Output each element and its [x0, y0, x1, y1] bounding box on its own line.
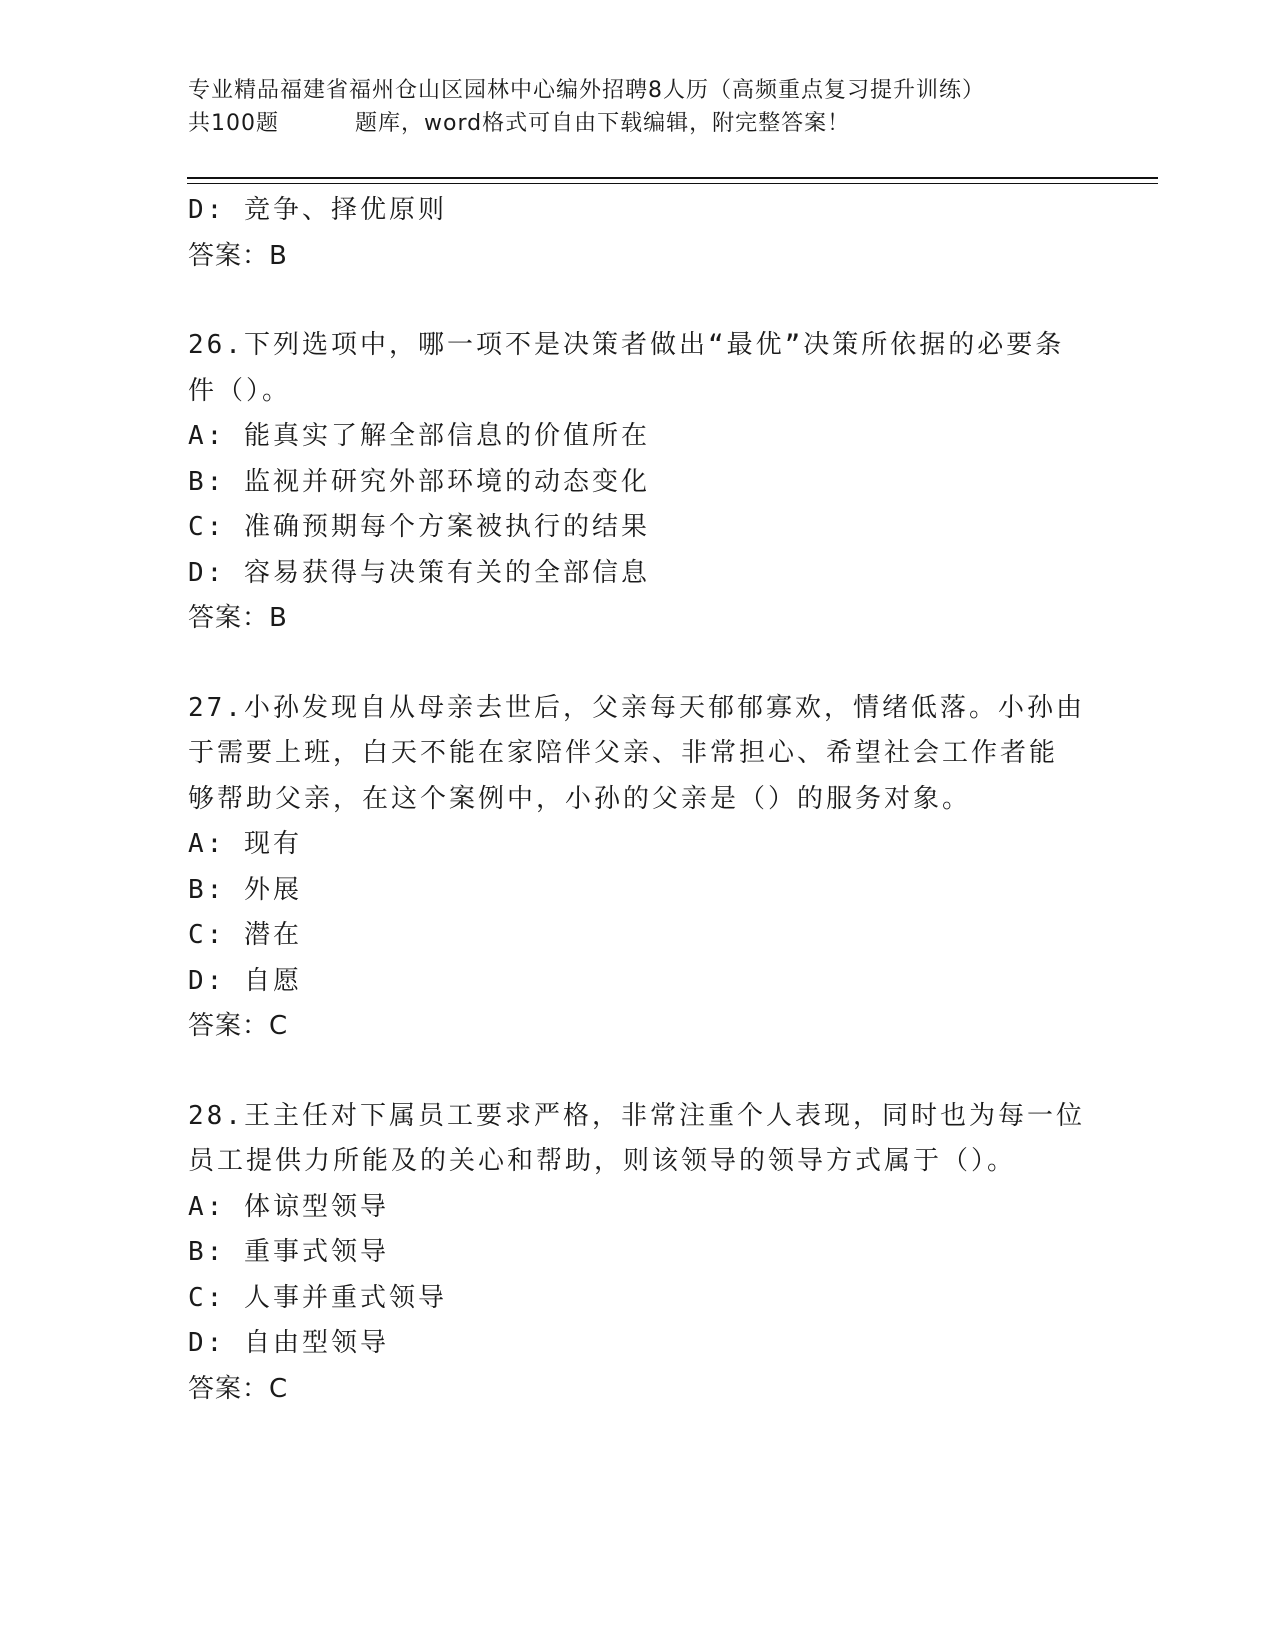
- question-text-line: 员工提供力所能及的关心和帮助，则该领导的领导方式属于（）。: [188, 1146, 1017, 1176]
- question-text-line: 够帮助父亲，在这个案例中，小孙的父亲是（）的服务对象。: [188, 783, 972, 814]
- option-c: C: 人事并重式领导: [188, 1282, 447, 1313]
- option-a: A: 体谅型领导: [188, 1191, 389, 1222]
- question-text-line: 27.小孙发现自从母亲去世后，父亲每天郁郁寡欢，情绪低落。小孙由: [188, 692, 1085, 723]
- option-c: C: 潜在: [188, 920, 302, 950]
- option-d: D: 容易获得与决策有关的全部信息: [188, 557, 650, 588]
- question-text-line: 26.下列选项中，哪一项不是决策者做出“最优”决策所依据的必要条: [188, 330, 1065, 360]
- option-b: B: 重事式领导: [188, 1237, 389, 1267]
- header-rule-thin: [187, 183, 1158, 184]
- question-text-line: 于需要上班，白天不能在家陪伴父亲、非常担心、希望社会工作者能: [188, 738, 1059, 768]
- option-a: A: 现有: [188, 829, 302, 859]
- option-b: B: 外展: [188, 874, 302, 905]
- option-c: C: 准确预期每个方案被执行的结果: [188, 512, 650, 542]
- question-text-line: 件（）。: [188, 375, 292, 406]
- page-header: [188, 74, 1088, 140]
- answer-line: 答案：C: [188, 1011, 289, 1041]
- answer-line: 答案：C: [188, 1373, 289, 1404]
- header-description: 题库，word格式可自由下载编辑，附完整答案！: [355, 111, 851, 136]
- option-d: D: 自愿: [188, 965, 302, 996]
- header-subtitle: [188, 107, 1088, 140]
- question-26: [188, 323, 1088, 642]
- question-27: [188, 686, 1088, 1050]
- question-text-line: 28.王主任对下属员工要求严格，非常注重个人表现，同时也为每一位: [188, 1100, 1085, 1131]
- question-content: [188, 188, 1088, 1412]
- option-b: B: 监视并研究外部环境的动态变化: [188, 466, 650, 497]
- option-d: D: 自由型领导: [188, 1328, 389, 1358]
- header-count: 共100题: [188, 111, 279, 136]
- question-28: [188, 1094, 1088, 1413]
- header-rule-thick: [187, 177, 1158, 179]
- option-d: D: 竞争、择优原则: [188, 195, 447, 225]
- previous-question-tail: [188, 188, 1088, 279]
- header-title: 专业精品福建省福州仓山区园林中心编外招聘8人历（高频重点复习提升训练）: [188, 78, 985, 103]
- option-a: A: 能真实了解全部信息的价值所在: [188, 421, 650, 451]
- answer-line: 答案：B: [188, 240, 288, 271]
- answer-line: 答案：B: [188, 603, 288, 633]
